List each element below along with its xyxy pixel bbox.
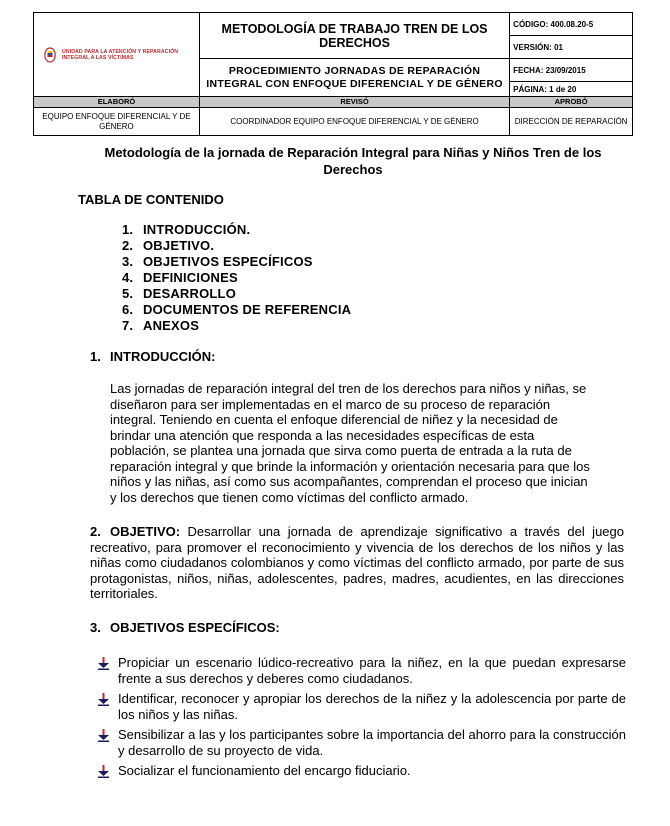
title-bottom-cell — [199, 59, 509, 97]
list-item: Identificar, reconocer y apropiar los derechos de la niñez y la adolescencia por parte de los niños y las niñas. — [98, 691, 626, 723]
objetivo-paragraph: 2. OBJETIVO: Desarrollar una jornada de aprendizaje significativo a través del juego recreativo, para promover el reconocimiento y vivencia de los derechos de los niños y las niñas como ciudadanos colombianos y como víctimas del conflicto armado, por parte de sus protagonistas, niños, niñas, adolescentes, padres, madres, acudientes, en las direcciones territoriales. — [90, 524, 624, 601]
list-item: Propiciar un escenario lúdico-recreativo para la niñez, en la que puedan expresarse frente a sus derechos y deberes como ciudadanos. — [98, 655, 626, 687]
bullet-arrow-icon — [98, 691, 118, 723]
bullet-arrow-icon — [98, 727, 118, 759]
institution-logo — [34, 47, 199, 63]
toc-item: 7. ANEXOS — [122, 318, 200, 333]
elaboro-label: ELABORÓ — [34, 97, 200, 108]
objetivo-text: Desarrollar una jornada de aprendizaje significativo a través del juego recreativo, para promover el reconocimiento y vivencia de los derechos de los niños y las niñas como ciudadanos colombianos y como víctimas del conflicto armado, por parte de sus protagonistas, niños, niñas, adolescentes, padres, madres, acudientes, en las direcciones territoriales. — [90, 524, 624, 601]
toc-item: 3. OBJETIVOS ESPECÍFICOS — [122, 254, 313, 269]
date-cell — [510, 59, 633, 82]
section-heading-objetivos-especificos: 3. OBJETIVOS ESPECÍFICOS: — [90, 620, 280, 635]
objetivo-label: OBJETIVO: — [110, 524, 181, 539]
aprobo-label: APROBÓ — [510, 97, 633, 108]
toc-list — [122, 222, 351, 334]
elaboro-value: EQUIPO ENFOQUE DIFERENCIAL Y DE GÉNERO — [34, 108, 200, 136]
title-top-cell — [199, 13, 509, 59]
document-date: FECHA: 23/09/2015 — [513, 65, 586, 75]
reviso-value: COORDINADOR EQUIPO ENFOQUE DIFERENCIAL Y DE GÉNERO — [199, 108, 509, 136]
toc-item: 2. OBJETIVO. — [122, 238, 215, 253]
bullet-arrow-icon — [98, 763, 118, 782]
page-cell — [510, 82, 633, 97]
document-page: PÁGINA: 1 de 20 — [513, 84, 577, 94]
reviso-label: REVISÓ — [199, 97, 509, 108]
toc-heading: TABLA DE CONTENIDO — [78, 192, 224, 207]
code-cell — [510, 13, 633, 36]
toc-item: 4. DEFINICIONES — [122, 270, 238, 285]
version-cell — [510, 36, 633, 59]
list-item: Socializar el funcionamiento del encargo fiduciario. — [98, 763, 626, 782]
toc-item: 1. INTRODUCCIÓN. — [122, 222, 251, 237]
section-heading-introduccion: 1. INTRODUCCIÓN: — [90, 349, 216, 364]
document-title-bottom: PROCEDIMIENTO JORNADAS DE REPARACIÓN INTEGRAL CON ENFOQUE DIFERENCIAL Y DE GÉNERO — [206, 64, 503, 90]
document-title-top: METODOLOGÍA DE TRABAJO TREN DE LOS DERECHOS — [221, 21, 488, 50]
toc-item: 6. DOCUMENTOS DE REFERENCIA — [122, 302, 352, 317]
logo-text: UNIDAD PARA LA ATENCIÓN Y REPARACIÓN INTEGRAL A LAS VÍCTIMAS — [62, 48, 179, 61]
introduccion-paragraph: Las jornadas de reparación integral del tren de los derechos para niños y niñas, se diseñaron para ser implementadas en el marco de su proceso de reparación integral. Teniendo en cuenta el enfoque diferencial de niñez y la necesidad de brindar una atención que responda a las necesidades específicas de esta población, se plantea una jornada que sirva como puerta de entrada a la ruta de reparación integral y que brinde la información y orientación necesaria para que los niños y las niñas, así como sus acompañantes, comprendan el proceso que inician y los derechos que tienen como víctimas del conflicto armado. — [110, 381, 590, 505]
aprobo-value: DIRECCIÓN DE REPARACIÓN — [510, 108, 633, 136]
bullet-arrow-icon — [98, 655, 118, 687]
list-item: Sensibilizar a las y los participantes sobre la importancia del ahorro para la construcción y desarrollo de su proyecto de vida. — [98, 727, 626, 759]
document-code: CÓDIGO: 400.08.20-5 — [513, 19, 594, 29]
document-header-table — [33, 12, 633, 136]
logo-cell — [34, 13, 200, 97]
document-version: VERSIÓN: 01 — [513, 42, 563, 52]
objetivos-especificos-list — [98, 655, 626, 786]
toc-item: 5. DESARROLLO — [122, 286, 236, 301]
document-main-title: Metodología de la jornada de Reparación Integral para Niñas y Niños Tren de los Derechos — [104, 145, 602, 177]
shield-logo-icon — [44, 47, 56, 63]
